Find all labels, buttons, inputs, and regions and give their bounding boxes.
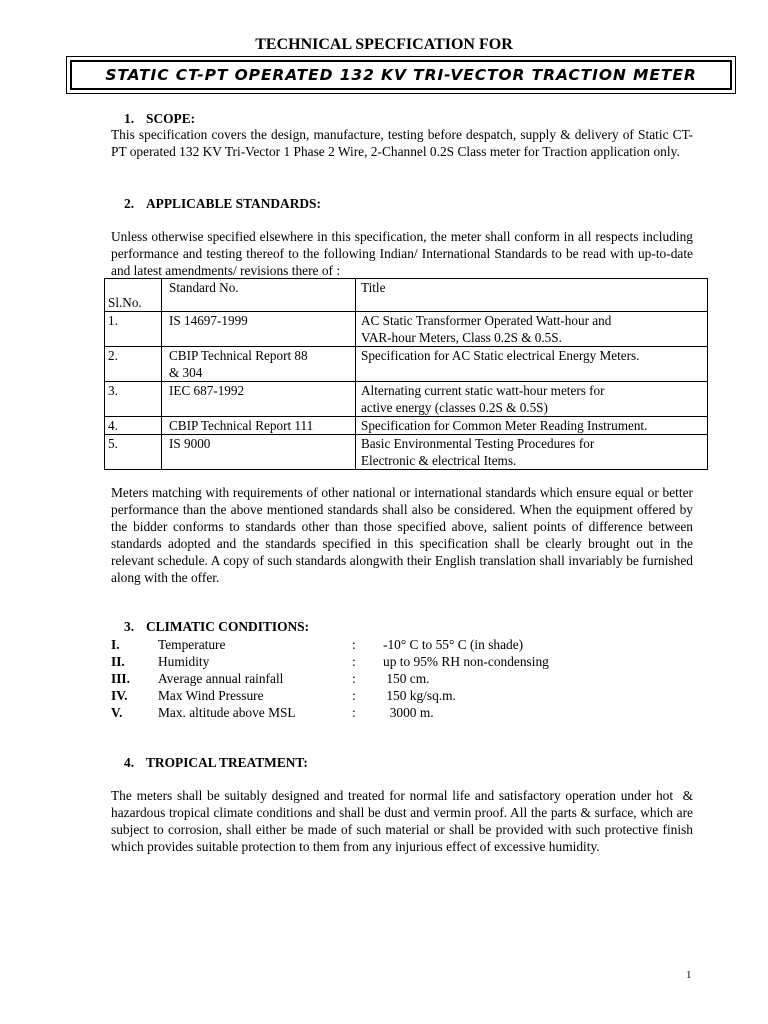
cell-title: Specification for AC Static electrical Energy Meters. xyxy=(356,347,708,382)
cell-slno: 4. xyxy=(105,417,162,435)
section-title: SCOPE: xyxy=(146,111,196,126)
separator: : xyxy=(352,705,356,720)
list-item xyxy=(111,653,711,670)
title-box xyxy=(66,56,736,94)
cell-standard-no: IS 14697-1999 xyxy=(162,312,356,347)
list-item xyxy=(111,670,711,687)
cell-slno: 2. xyxy=(105,347,162,382)
table-row xyxy=(105,417,708,435)
section-heading-climatic xyxy=(124,618,309,635)
cell-slno: 3. xyxy=(105,382,162,417)
climatic-conditions-list xyxy=(111,636,711,721)
roman-numeral: IV. xyxy=(111,688,128,703)
document-title: STATIC CT-PT OPERATED 132 KV TRI-VECTOR TRACTION METER xyxy=(70,60,732,90)
separator: : xyxy=(352,637,356,652)
header-title: Title xyxy=(356,279,708,312)
condition-value: -10° C to 55° C (in shade) xyxy=(383,637,524,652)
section-title: TROPICAL TREATMENT: xyxy=(146,755,308,770)
condition-label: Humidity xyxy=(158,654,210,669)
page-number: 1 xyxy=(686,969,692,981)
separator: : xyxy=(352,654,356,669)
condition-value: 150 kg/sq.m. xyxy=(383,688,456,703)
cell-slno: 1. xyxy=(105,312,162,347)
cell-standard-no: CBIP Technical Report 111 xyxy=(162,417,356,435)
tropical-paragraph: The meters shall be suitably designed and treated for normal life and satisfactory operation under hot & hazardous tropical climate conditions and shall be dust and vermin proof. All the parts & surface, which are subject to corrosion, shall either be made of such material or shall be provided with such protective finish which provides suitable protection to them from any injurious effect of excessive humidity. xyxy=(111,788,697,854)
section-heading-standards xyxy=(124,195,321,212)
cell-title: Specification for Common Meter Reading Instrument. xyxy=(356,417,708,435)
cell-title: Basic Environmental Testing Procedures for Electronic & electrical Items. xyxy=(356,435,708,470)
table-row xyxy=(105,347,708,382)
separator: : xyxy=(352,688,356,703)
standards-intro-paragraph: Unless otherwise specified elsewhere in this specification, the meter shall conform in all respects including performance and testing thereof to the following Indian/ International Standards to be read with up-to-date and latest amendments/ revisions there of : xyxy=(111,229,693,278)
cell-standard-no: IEC 687-1992 xyxy=(162,382,356,417)
cell-slno: 5. xyxy=(105,435,162,470)
section-title: CLIMATIC CONDITIONS: xyxy=(146,619,310,634)
section-heading-tropical xyxy=(124,754,308,771)
table-row xyxy=(105,312,708,347)
standards-after-paragraph: Meters matching with requirements of other national or international standards which ensure equal or better performance than the above mentioned standards shall also be considered. When the equipment offered by the bidder conforms to standards other than those specified above, salient points of difference between standards adopted and the standards specified in this specification shall be clearly brought out in the relevant schedule. A copy of such standards alongwith their English translation shall invariably be furnished along with the offer. xyxy=(111,485,693,585)
condition-label: Temperature xyxy=(158,637,226,652)
roman-numeral: III. xyxy=(111,671,130,686)
roman-numeral: I. xyxy=(111,637,120,652)
header-standard-no: Standard No. xyxy=(162,279,356,312)
condition-label: Max. altitude above MSL xyxy=(158,705,296,720)
separator: : xyxy=(352,671,356,686)
roman-numeral: V. xyxy=(111,705,123,720)
section-title: APPLICABLE STANDARDS: xyxy=(146,196,321,211)
list-item xyxy=(111,687,711,704)
section-number: 4. xyxy=(124,755,135,770)
roman-numeral: II. xyxy=(111,654,125,669)
document-heading: TECHNICAL SPECFICATION FOR xyxy=(255,36,513,53)
table-row xyxy=(105,435,708,470)
table-header-row xyxy=(105,279,708,312)
list-item xyxy=(111,636,711,653)
cell-standard-no: CBIP Technical Report 88 & 304 xyxy=(162,347,356,382)
cell-title: Alternating current static watt-hour meters for active energy (classes 0.2S & 0.5S) xyxy=(356,382,708,417)
cell-title: AC Static Transformer Operated Watt-hour and VAR-hour Meters, Class 0.2S & 0.5S. xyxy=(356,312,708,347)
standards-table xyxy=(104,278,708,470)
section-number: 1. xyxy=(124,111,135,126)
header-slno: Sl.No. xyxy=(105,279,162,312)
section-number: 2. xyxy=(124,196,135,211)
cell-standard-no: IS 9000 xyxy=(162,435,356,470)
condition-value: up to 95% RH non-condensing xyxy=(383,654,549,669)
table-row xyxy=(105,382,708,417)
condition-label: Average annual rainfall xyxy=(158,671,284,686)
condition-value: 3000 m. xyxy=(383,705,434,720)
section-heading-scope xyxy=(124,110,195,127)
list-item xyxy=(111,704,711,721)
section-number: 3. xyxy=(124,619,135,634)
scope-paragraph: This specification covers the design, manufacture, testing before despatch, supply & delivery of Static CT-PT operated 132 KV Tri-Vector 1 Phase 2 Wire, 2-Channel 0.2S Class meter for Traction application only. xyxy=(111,127,693,159)
condition-value: 150 cm. xyxy=(383,671,430,686)
condition-label: Max Wind Pressure xyxy=(158,688,264,703)
